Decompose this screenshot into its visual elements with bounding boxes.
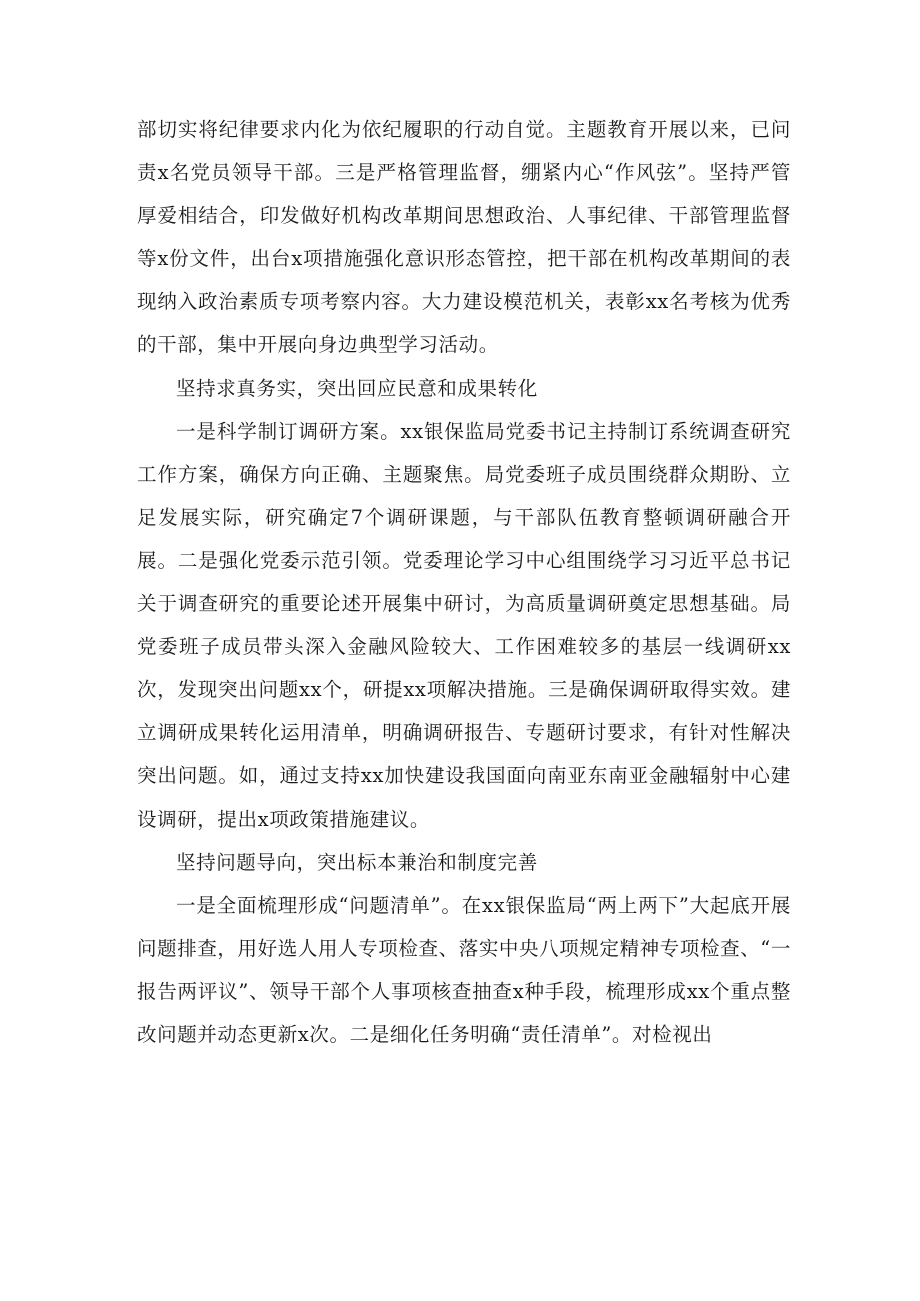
paragraph-research-plan: 一是科学制订调研方案。xx银保监局党委书记主持制订系统调查研究工作方案，确保方向正确、主题聚焦。局党委班子成员围绕群众期盼、立足发展实际，研究确定7个调研课题，与干部队伍教育整顿调研融合开展。二是强化党委示范引领。党委理论学习中心组围绕学习习近平总书记关于调查研究的重要论述开展集中研讨，为高质量调研奠定思想基础。局党委班子成员带头深入金融风险较大、工作困难较多的基层一线调研xx次，发现突出问题xx个，研提xx项解决措施。三是确保调研取得实效。建立调研成果转化运用清单，明确调研报告、专题研讨要求，有针对性解决突出问题。如，通过支持xx加快建设我国面向南亚东南亚金融辐射中心建设调研，提出x项政策措施建议。	[137, 419, 791, 831]
section-heading-problem-oriented: 坚持问题导向，突出标本兼治和制度完善	[176, 850, 538, 874]
paragraph-problem-list: 一是全面梳理形成“问题清单”。在xx银保监局“两上两下”大起底开展问题排查，用好选人用人专项检查、落实中央八项规定精神专项检查、“一报告两评议”、领导干部个人事项核查抽查x种手段，梳理形成xx个重点整改问题并动态更新x次。二是细化任务明确“责任清单”。对检视出	[137, 893, 791, 1046]
section-heading-seek-truth: 坚持求真务实，突出回应民意和成果转化	[176, 376, 538, 400]
paragraph-discipline-supervision: 部切实将纪律要求内化为依纪履职的行动自觉。主题教育开展以来，已问责x名党员领导干部。三是严格管理监督，绷紧内心“作风弦”。坚持严管厚爱相结合，印发做好机构改革期间思想政治、人事纪律、干部管理监督等x份文件，出台x项措施强化意识形态管控，把干部在机构改革期间的表现纳入政治素质专项考察内容。大力建设模范机关，表彰xx名考核为优秀的干部，集中开展向身边典型学习活动。	[137, 118, 791, 357]
document-body	[137, 108, 791, 1056]
